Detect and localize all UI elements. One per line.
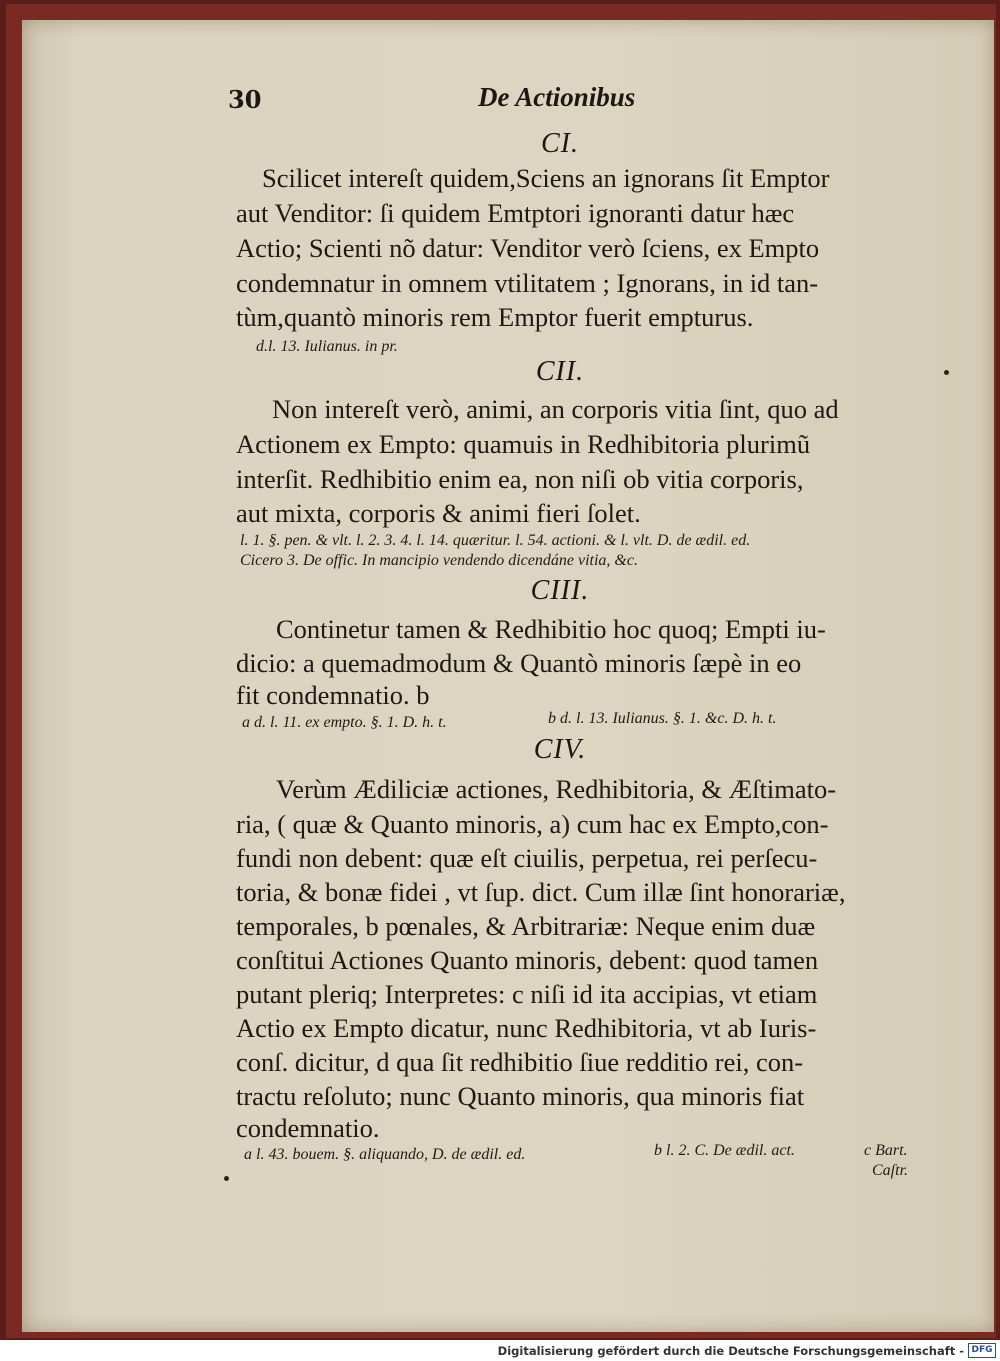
text-line: putant pleriq; Interpretes: c niſi id ita accipias, vt etiam	[236, 979, 818, 1009]
running-head: De Actionibus	[478, 82, 636, 112]
marginal-note: b l. 2. C. De ædil. act.	[654, 1142, 795, 1159]
section-heading-civ: CIV.	[533, 734, 587, 765]
dfg-logo: DFG	[968, 1343, 996, 1358]
text-line: aut Venditor: ſi quidem Emtptori ignoranti datur hæc	[236, 198, 795, 228]
text-line: ria, ( quæ & Quanto minoris, a) cum hac ex Empto,con-	[236, 809, 829, 839]
marginal-note: d.l. 13. Iulianus. in pr.	[256, 338, 398, 355]
text-line: fit condemnatio. b	[236, 680, 430, 710]
text-line: condemnatio.	[236, 1113, 380, 1143]
funding-credit: Digitalisierung gefördert durch die Deutsche Forschungsgemeinschaft -	[497, 1344, 964, 1358]
section-heading-ci: CI.	[541, 128, 579, 159]
text-line: Continetur tamen & Redhibitio hoc quoq; Empti iu-	[276, 614, 826, 644]
text-line: Actio; Scienti nõ datur: Venditor verò ſciens, ex Empto	[236, 233, 820, 263]
marginal-note: l. 1. §. pen. & vlt. l. 2. 3. 4. l. 14. quæritur. l. 54. actioni. & l. vlt. D. de ædil. ed.	[240, 532, 751, 549]
ink-speck	[944, 370, 949, 375]
text-line: conſ. dicitur, d qua ſit redhibitio ſiue redditio rei, con-	[236, 1047, 804, 1077]
marginal-note: b d. l. 13. Iulianus. §. 1. &c. D. h. t.	[548, 710, 777, 727]
text-line: temporales, b pœnales, & Arbitrariæ: Neque enim duæ	[236, 911, 816, 941]
text-line: tùm,quantò minoris rem Emptor fuerit empturus.	[236, 302, 754, 332]
text-line: toria, & bonæ fidei , vt ſup. dict. Cum illæ ſint honorariæ,	[236, 877, 846, 907]
section-heading-ciii: CIII.	[530, 575, 590, 606]
marginal-note: Cicero 3. De offic. In mancipio vendendo dicendáne vitia, &c.	[240, 552, 638, 569]
section-heading-cii: CII.	[535, 356, 585, 387]
text-line: Verùm Ædiliciæ actiones, Redhibitoria, & Æſtimato-	[276, 774, 837, 804]
text-line: Scilicet intereſt quidem,Sciens an ignorans ſit Emptor	[262, 163, 830, 193]
marginal-note: Caſtr.	[872, 1162, 909, 1179]
text-line: Actio ex Empto dicatur, nunc Redhibitoria, vt ab Iuris-	[236, 1013, 817, 1043]
text-line: Non intereſt verò, animi, an corporis vitia ſint, quo ad	[272, 394, 839, 424]
text-line: Actionem ex Empto: quamuis in Redhibitoria plurimũ	[236, 429, 811, 459]
text-line: dicio: a quemadmodum & Quantò minoris ſæpè in eo	[236, 648, 802, 678]
text-line: tractu reſoluto; nunc Quanto minoris, qua minoris fiat	[236, 1081, 805, 1111]
ink-speck	[224, 1176, 229, 1181]
text-line: aut mixta, corporis & animi fieri ſolet.	[236, 498, 641, 528]
marginal-note: c Bart.	[864, 1142, 908, 1159]
marginal-note: a d. l. 11. ex empto. §. 1. D. h. t.	[242, 714, 447, 731]
footer-bar	[0, 1343, 1000, 1361]
text-line: conſtitui Actiones Quanto minoris, debent: quod tamen	[236, 945, 819, 975]
text-line: fundi non debent: quæ eſt ciuilis, perpetua, rei perſecu-	[236, 843, 818, 873]
text-line: interſit. Redhibitio enim ea, non niſi ob vitia corporis,	[236, 464, 804, 494]
page-number: 30	[228, 85, 262, 114]
marginal-note: a l. 43. bouem. §. aliquando, D. de ædil. ed.	[244, 1146, 526, 1163]
text-line: condemnatur in omnem vtilitatem ; Ignorans, in id tan-	[236, 268, 819, 298]
